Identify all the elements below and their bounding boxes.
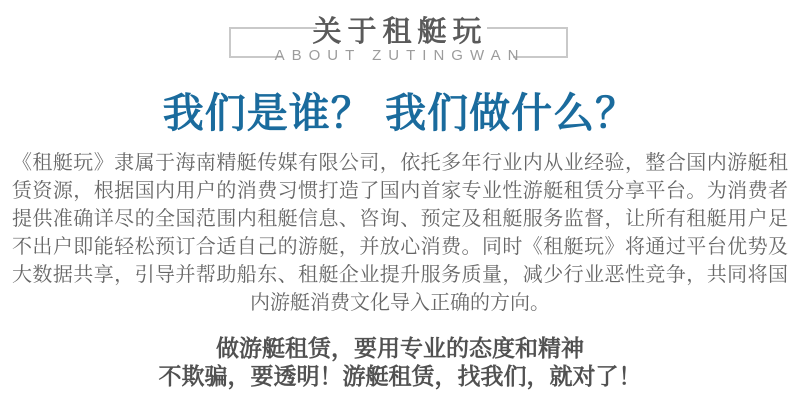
slogan-block: [0, 334, 800, 390]
paragraph-line: 大数据共享，引导并帮助船东、租艇企业提升服务质量，减少行业恶性竞争，共同将国: [12, 264, 788, 286]
paragraph-line: 《租艇玩》隶属于海南精艇传媒有限公司，依托多年行业内从业经验，整合国内游艇租: [12, 152, 788, 174]
paragraph-line: 不出户即能轻松预订合适自己的游艇，并放心消费。同时《租艇玩》将通过平台优势及: [12, 236, 788, 258]
section-title: 关于租艇玩: [312, 16, 488, 48]
slogan-line-1: 做游艇租赁，要用专业的态度和精神: [216, 335, 584, 361]
about-paragraph: [0, 149, 800, 317]
main-heading: 我们是谁？ 我们做什么？: [162, 90, 638, 136]
paragraph-line: 内游艇消费文化导入正确的方向。: [250, 292, 550, 314]
section-header: [0, 0, 800, 76]
paragraph-line: 赁资源，根据国内用户的消费习惯打造了国内首家专业性游艇租赁分享平台。为消费者: [12, 180, 788, 202]
slogan-line-2: 不欺骗，要透明！游艇租赁，找我们，就对了！: [158, 363, 642, 389]
paragraph-line: 提供准确详尽的全国范围内租艇信息、咨询、预定及租艇服务监督，让所有租艇用户足: [12, 208, 788, 230]
section-subtitle: ABOUT ZUTINGWAN: [274, 47, 526, 64]
